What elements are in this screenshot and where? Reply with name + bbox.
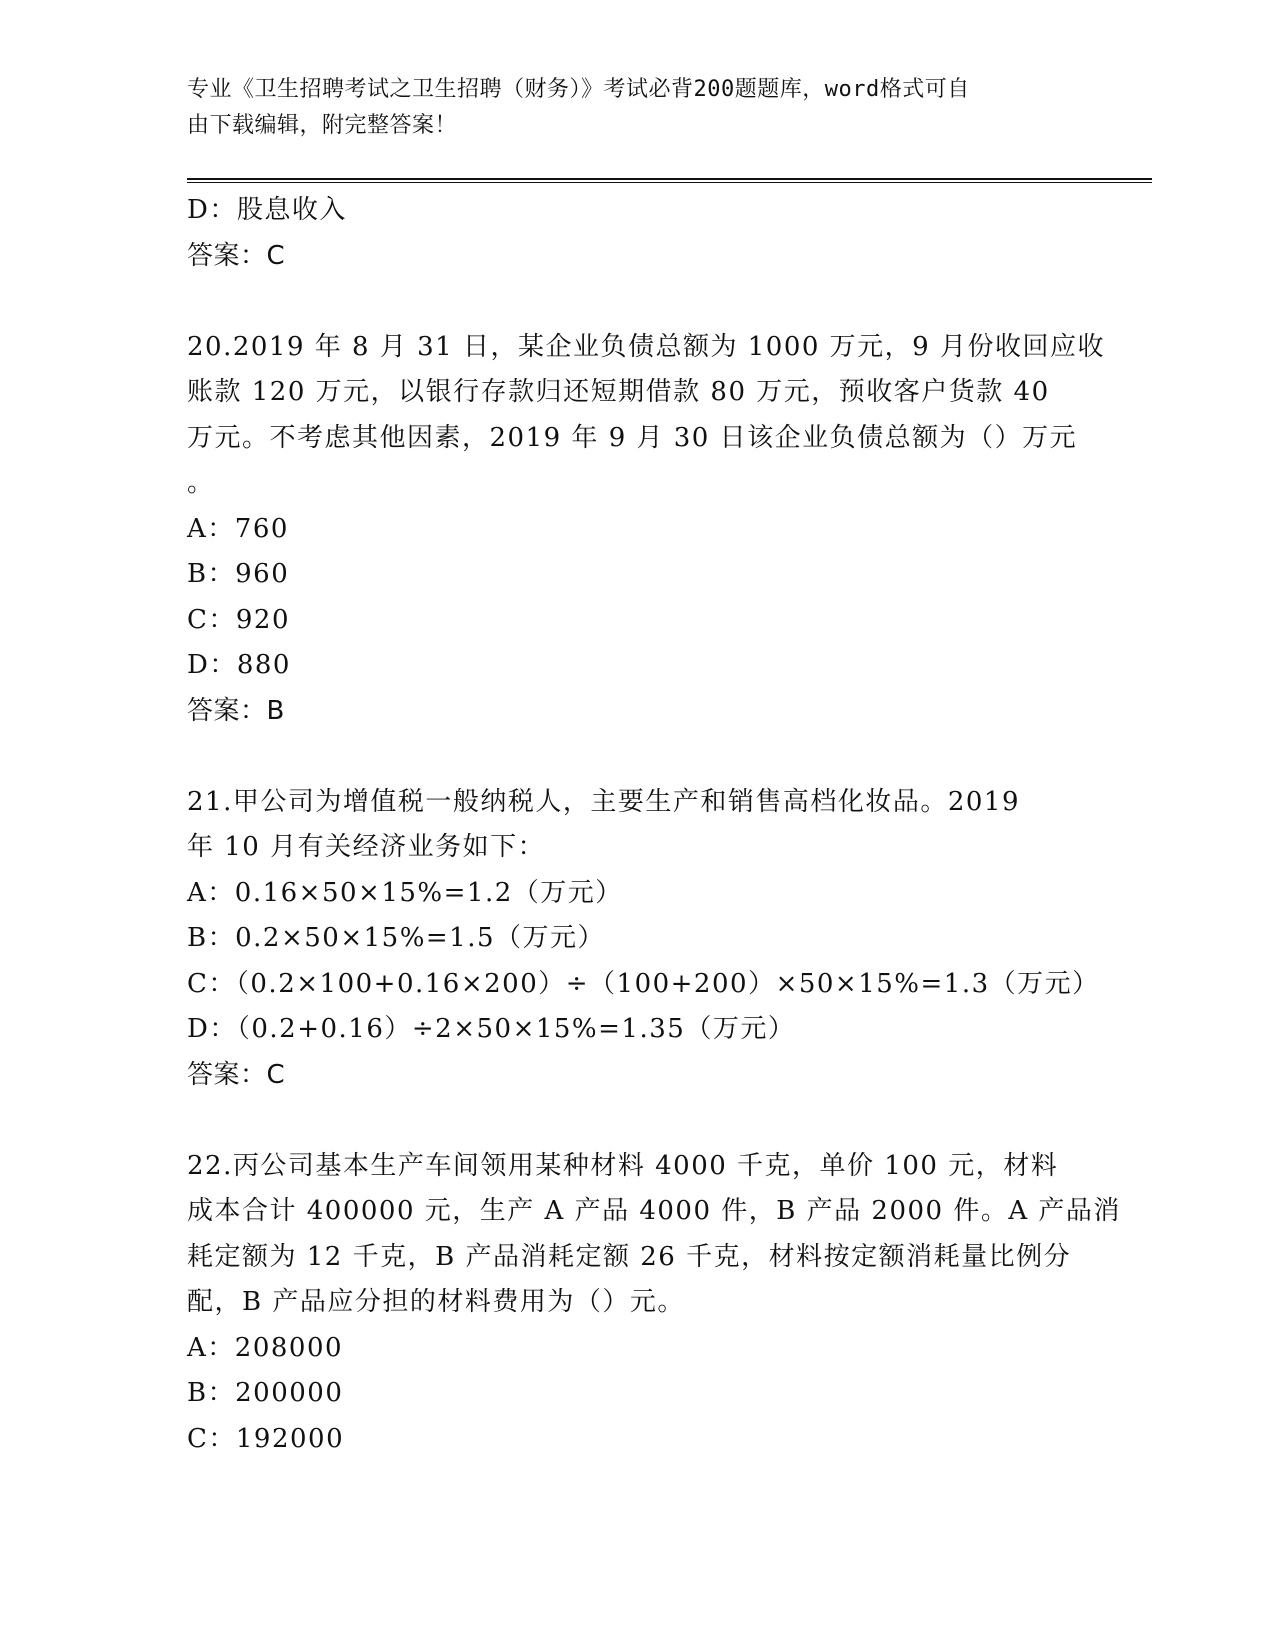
q21-option-d: D：（0.2+0.16）÷2×50×15%=1.35（万元） xyxy=(187,1014,796,1044)
q20-option-b: B：960 xyxy=(187,559,290,589)
q19-option-d: D：股息收入 xyxy=(187,195,347,225)
q22-option-a: A：208000 xyxy=(187,1332,344,1363)
question-21 xyxy=(187,780,1100,1099)
q20-option-d: D：880 xyxy=(187,650,291,680)
q20-option-a: A：760 xyxy=(187,513,289,544)
q21-stem-line: 21.甲公司为增值税一般纳税人，主要生产和销售高档化妆品。2019 xyxy=(187,786,1021,817)
q22-stem-line: 耗定额为 12 千克，B 产品消耗定额 26 千克，材料按定额消耗量比例分 xyxy=(187,1241,1072,1272)
q22-stem-line: 22.丙公司基本生产车间领用某种材料 4000 千克，单价 100 元，材料 xyxy=(187,1150,1059,1181)
q20-answer: 答案：B xyxy=(187,695,285,726)
q21-option-a: A：0.16×50×15%=1.2（万元） xyxy=(187,877,623,908)
spacer xyxy=(187,279,1087,325)
question-22 xyxy=(187,1144,1121,1463)
q20-stem-line: 。 xyxy=(187,468,215,498)
q20-stem-line: 账款 120 万元，以银行存款归还短期借款 80 万元，预收客户货款 40 xyxy=(187,377,1050,407)
q19-answer: 答案：C xyxy=(187,240,286,271)
header-line-1: 专业《卫生招聘考试之卫生招聘（财务）》考试必背200题题库，word格式可自 xyxy=(187,77,970,102)
document-body xyxy=(187,188,1121,1462)
q20-stem-line: 万元。不考虑其他因素，2019 年 9 月 30 日该企业负债总额为（）万元 xyxy=(187,422,1078,453)
q21-option-c: C：（0.2×100+0.16×200）÷（100+200）×50×15%=1.3（万元） xyxy=(187,968,1100,999)
header-divider xyxy=(187,178,1152,183)
q22-option-b: B：200000 xyxy=(187,1378,344,1408)
spacer xyxy=(187,734,1087,780)
header-line-2: 由下载编辑，附完整答案！ xyxy=(187,113,458,138)
q22-stem-line: 配，B 产品应分担的材料费用为（）元。 xyxy=(187,1287,685,1317)
spacer xyxy=(187,1098,1087,1144)
question-19 xyxy=(187,188,1087,279)
q21-stem-line: 年 10 月有关经济业务如下： xyxy=(187,832,546,862)
q21-answer: 答案：C xyxy=(187,1059,286,1090)
q20-stem-line: 20.2019 年 8 月 31 日，某企业负债总额为 1000 万元，9 月份收回应收 xyxy=(187,331,1105,362)
q22-option-c: C：192000 xyxy=(187,1423,345,1454)
question-20 xyxy=(187,325,1105,735)
page-header xyxy=(187,72,1067,144)
q20-option-c: C：920 xyxy=(187,604,291,635)
q21-option-b: B：0.2×50×15%=1.5（万元） xyxy=(187,923,606,953)
q22-stem-line: 成本合计 400000 元，生产 A 产品 4000 件，B 产品 2000 件。A 产品消 xyxy=(187,1196,1121,1226)
